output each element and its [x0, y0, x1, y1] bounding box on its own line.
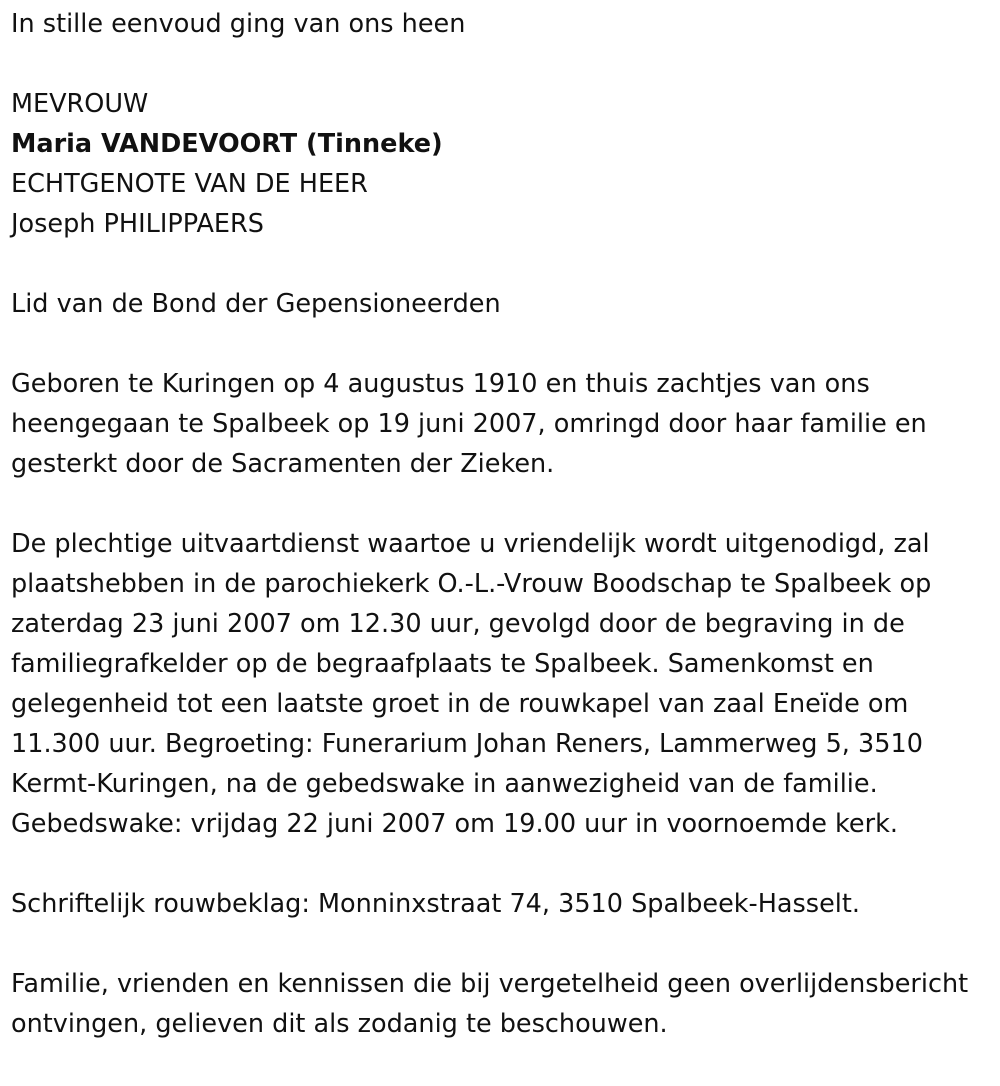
spacer: [11, 44, 986, 84]
membership-line: Lid van de Bond der Gepensioneerden: [11, 289, 501, 319]
opening-line: In stille eenvoud ging van ons heen: [11, 9, 466, 39]
spacer: [11, 244, 986, 284]
deceased-name: Maria VANDEVOORT (Tinneke): [11, 129, 443, 159]
spacer: [11, 924, 986, 964]
obituary-notice: [11, 4, 986, 1044]
deceased-title: MEVROUW: [11, 89, 149, 119]
spacer: [11, 324, 986, 364]
closing-paragraph: Familie, vrienden en kennissen die bij vergetelheid geen overlijdensbericht ontvingen, gelieven dit als zodanig te beschouwen.: [11, 969, 969, 1039]
spacer: [11, 844, 986, 884]
condolences-line: Schriftelijk rouwbeklag: Monninxstraat 74, 3510 Spalbeek-Hasselt.: [11, 889, 860, 919]
spacer: [11, 484, 986, 524]
spouse-name: Joseph PHILIPPAERS: [11, 209, 264, 239]
funeral-paragraph: De plechtige uitvaartdienst waartoe u vriendelijk wordt uitgenodigd, zal plaatshebben in de parochiekerk O.-L.-Vrouw Boodschap te Spalbeek op zaterdag 23 juni 2007 om 12.30 uur, gevolgd door de begraving in de familiegrafkelder op de begraafplaats te Spalbeek. Samenkomst en gelegenheid tot een laatste groet in de rouwkapel van zaal Eneïde om 11.300 uur. Begroeting: Funerarium Johan Reners, Lammerweg 5, 3510 Kermt-Kuringen, na de gebedswake in aanwezigheid van de familie. Gebedswake: vrijdag 22 juni 2007 om 19.00 uur in voornoemde kerk.: [11, 529, 932, 839]
birth-death-paragraph: Geboren te Kuringen op 4 augustus 1910 en thuis zachtjes van ons heengegaan te Spalbeek op 19 juni 2007, omringd door haar familie en gesterkt door de Sacramenten der Zieken.: [11, 369, 927, 479]
spouse-label: ECHTGENOTE VAN DE HEER: [11, 169, 368, 199]
